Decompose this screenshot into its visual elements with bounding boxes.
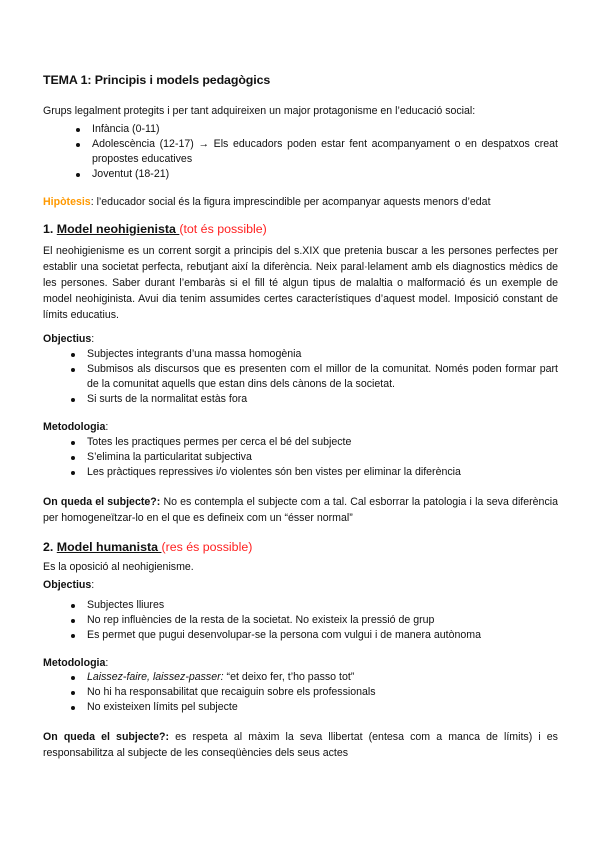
hypothesis-text: : l’educador social és la figura imprescindible per acompanyar aquests menors d’edat [90,196,491,208]
section-name: Model neohigienista [56,222,180,236]
section2-objectives-heading [43,579,94,591]
list-item: Submisos als discursos que es presenten com el millor de la comunitat. Només poden formar part de la comunitat aquells que estan dins dels cànons de la societat. [43,362,558,392]
section-tag: (tot és possible) [179,222,267,236]
section2-heading [43,540,252,554]
methodology-label: Metodologia [43,421,106,433]
list-item: Es permet que pugui desenvolupar-se la persona com vulgui i de manera autònoma [43,628,558,643]
colon: : [91,579,95,591]
section-number: 2. [43,540,57,554]
section2-methodology-heading [43,657,108,669]
list-item: Infància (0-11) [43,122,558,137]
section1-methodology-list [43,435,558,480]
list-item: Subjectes lliures [43,598,558,613]
list-item: Totes les practiques permes per cerca el bé del subjecte [43,435,558,450]
subject-text: es respeta al màxim la seva llibertat (entesa com a manca de límits) i es responsabilitza al subjecte de les conseqüències dels seus actes [43,731,558,759]
hypothesis-label: Hipòtesis [43,196,91,208]
section-tag: (res és possible) [161,540,253,554]
list-item: No rep influències de la resta de la societat. No existeix la pressió de grup [43,613,558,628]
section1-heading [43,222,267,236]
section2-methodology-list [43,670,558,715]
quote-text: “et deixo fer, t’ho passo tot” [223,671,355,683]
subject-label: On queda el subjecte?: [43,731,170,743]
section1-objectives-heading [43,333,94,345]
colon: : [91,333,95,345]
document-title: TEMA 1: Principis i models pedagògics [43,73,271,87]
list-item: Si surts de la normalitat estàs fora [43,392,558,407]
colon: : [105,421,109,433]
list-item: S’elimina la particularitat subjectiva [43,450,558,465]
colon: : [105,657,109,669]
list-item: Joventut (18-21) [43,167,558,182]
objectives-label: Objectius [43,333,92,345]
section-number: 1. [43,222,57,236]
section2-objectives-list [43,598,558,643]
methodology-label: Metodologia [43,657,106,669]
section1-description: El neohigienisme es un corrent sorgit a principis del s.XIX que pretenia buscar a les persones perfectes per establir una societat perfecta, rebutjant així la diferència. Neix paral·lelament amb els diagnostics mèdics de les persones. Saber durant l’embaràs si el fill té algun tipus de malaltia o malformació és un exemple de model neohiginista. Avui dia tenim assumides certes característiques d’aquest model. Imposició constant de límits educatius. [43,245,558,321]
hypothesis-paragraph [43,194,558,210]
list-item: Subjectes integrants d’una massa homogènia [43,347,558,362]
list-item: Adolescència (12-17) → Els educadors poden estar fent acompanyament o en despatxos creat propostes educatives [43,137,558,167]
list-item: Les pràctiques repressives i/o violentes són ben vistes per eliminar la diferència [43,465,558,480]
intro-paragraph: Grups legalment protegits i per tant adquireixen un major protagonisme en l’educació social: [43,105,476,117]
subject-label: On queda el subjecte?: [43,496,161,508]
list-item [43,670,558,685]
section1-methodology-heading [43,421,108,433]
list-item: No hi ha responsabilitat que recaiguin sobre els professionals [43,685,558,700]
italic-phrase: Laissez-faire, laissez-passer: [87,671,224,683]
objectives-label: Objectius [43,579,92,591]
section2-subject-paragraph [43,729,558,761]
section-name: Model humanista [56,540,162,554]
groups-list [43,122,558,182]
subject-text: No es contempla el subjecte com a tal. Cal esborrar la patologia i la seva diferència per homogeneïtzar-lo en el que es defineix com un “ésser normal” [43,496,558,524]
section1-subject-paragraph [43,494,558,526]
list-item: No existeixen límits pel subjecte [43,700,558,715]
section2-description: Es la oposició al neohigienisme. [43,561,194,573]
section1-objectives-list [43,347,558,407]
